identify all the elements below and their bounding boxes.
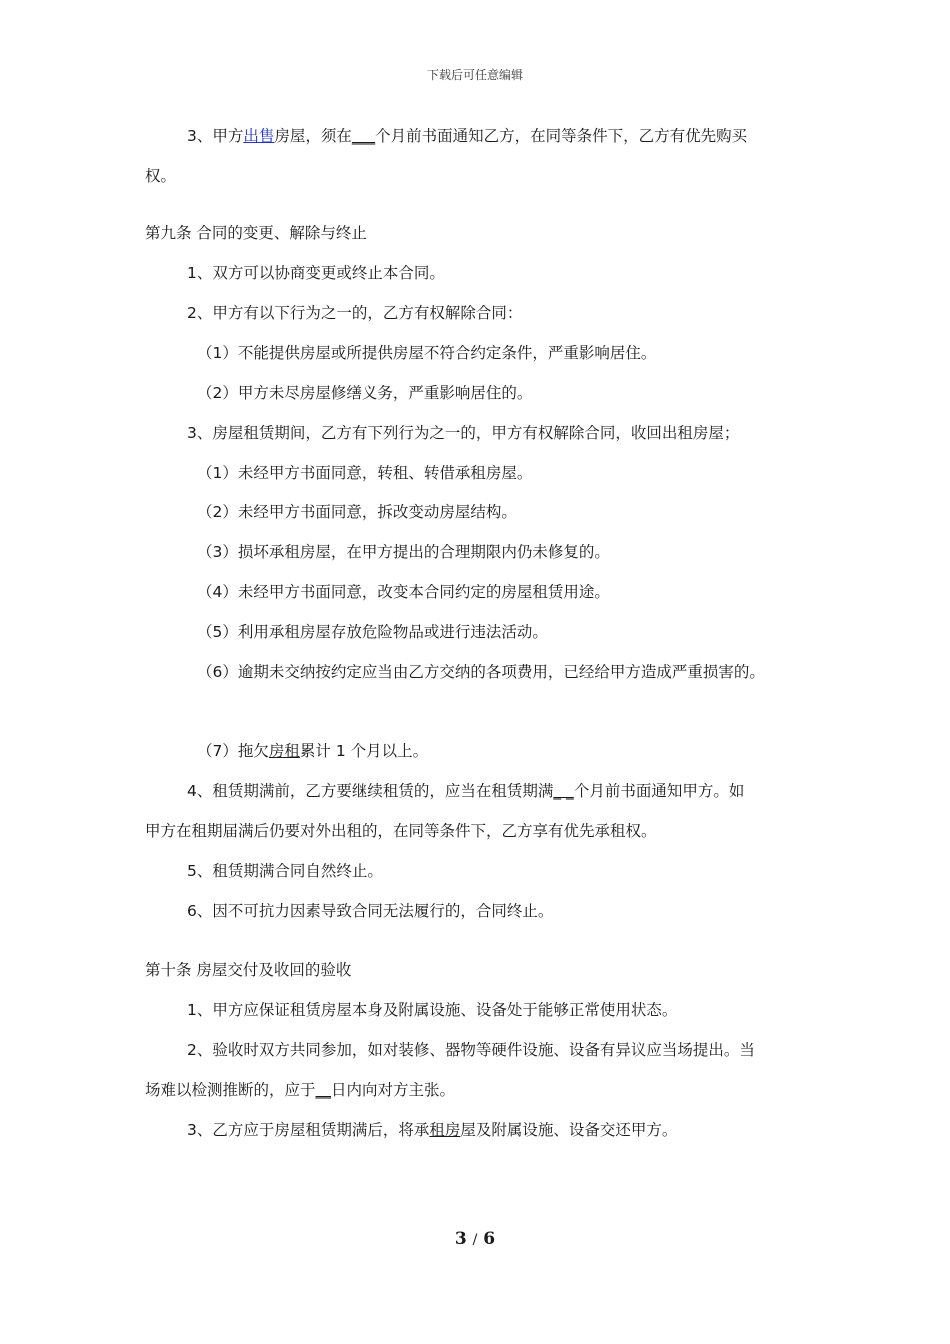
blank-field: __ xyxy=(315,1081,332,1099)
link-rent[interactable]: 房租 xyxy=(268,742,300,760)
art9-item-3-1: （1）未经甲方书面同意，转租、转借承租房屋。 xyxy=(197,464,533,482)
art9-item-6: 6、因不可抗力因素导致合同无法履行的，合同终止。 xyxy=(187,902,554,920)
page-number xyxy=(0,1229,950,1249)
text: 3、甲方 xyxy=(187,127,244,145)
text: 房屋，须在 xyxy=(274,127,352,145)
paragraph-8-3-cont: 权。 xyxy=(145,167,177,185)
page-separator: / xyxy=(472,1232,478,1248)
art9-item-2-1: （1）不能提供房屋或所提供房屋不符合约定条件，严重影响居住。 xyxy=(197,344,657,362)
text: 4、租赁期满前，乙方要继续租赁的，应当在租赁期满 xyxy=(187,782,554,800)
article-10-title: 第十条 房屋交付及收回的验收 xyxy=(145,961,352,979)
page-header: 下载后可任意编辑 xyxy=(426,68,523,82)
art9-item-3-4: （4）未经甲方书面同意，改变本合同约定的房屋租赁用途。 xyxy=(197,583,610,601)
art9-item-3: 3、房屋租赁期间，乙方有下列行为之一的，甲方有权解除合同，收回出租房屋； xyxy=(187,424,740,442)
art9-item-4 xyxy=(187,781,744,801)
text: 场难以检测推断的，应于 xyxy=(145,1081,316,1099)
text: 日内向对方主张。 xyxy=(331,1081,456,1099)
art9-item-5: 5、租赁期满合同自然终止。 xyxy=(187,862,383,880)
current-page: 3 xyxy=(454,1229,467,1249)
text: 个月前书面通知乙方，在同等条件下，乙方有优先购买 xyxy=(375,127,748,145)
art9-item-3-5: （5）利用承租房屋存放危险物品或进行违法活动。 xyxy=(197,623,548,641)
art10-item-1: 1、甲方应保证租赁房屋本身及附属设施、设备处于能够正常使用状态。 xyxy=(187,1001,678,1019)
art9-item-3-3: （3）损坏承租房屋，在甲方提出的合理期限内仍未修复的。 xyxy=(197,543,610,561)
art9-item-3-2: （2）未经甲方书面同意，拆改变动房屋结构。 xyxy=(197,503,517,521)
text: 个月前书面通知甲方。如 xyxy=(573,782,745,800)
text: 屋及附属设施、设备交还甲方。 xyxy=(460,1121,678,1139)
paragraph-8-3 xyxy=(187,126,747,146)
text: 累计 1 个月以上。 xyxy=(299,742,429,760)
blank-field: _ _ xyxy=(553,782,574,800)
art9-item-3-6: （6）逾期未交纳按约定应当由乙方交纳的各项费用，已经给甲方造成严重损害的。 xyxy=(197,663,765,681)
text: （7）拖欠 xyxy=(197,742,269,760)
text: 3、乙方应于房屋租赁期满后，将承 xyxy=(187,1121,430,1139)
art10-item-2-cont xyxy=(145,1080,455,1100)
article-9-title: 第九条 合同的变更、解除与终止 xyxy=(145,224,367,242)
art9-item-2-2: （2）甲方未尽房屋修缮义务，严重影响居住的。 xyxy=(197,384,533,402)
art9-item-4-cont: 甲方在租期届满后仍要对外出租的，在同等条件下，乙方享有优先承租权。 xyxy=(145,822,657,840)
link-sell[interactable]: 出售 xyxy=(243,127,275,145)
art10-item-2: 2、验收时双方共同参加，如对装修、器物等硬件设施、设备有异议应当场提出。当 xyxy=(187,1041,755,1059)
art9-item-2: 2、甲方有以下行为之一的，乙方有权解除合同： xyxy=(187,304,523,322)
total-pages: 6 xyxy=(483,1229,496,1249)
art9-item-3-7 xyxy=(197,741,428,761)
blank-field: ___ xyxy=(351,127,376,145)
link-rent-house[interactable]: 租房 xyxy=(429,1121,461,1139)
art10-item-3 xyxy=(187,1120,677,1140)
art9-item-1: 1、双方可以协商变更或终止本合同。 xyxy=(187,264,445,282)
